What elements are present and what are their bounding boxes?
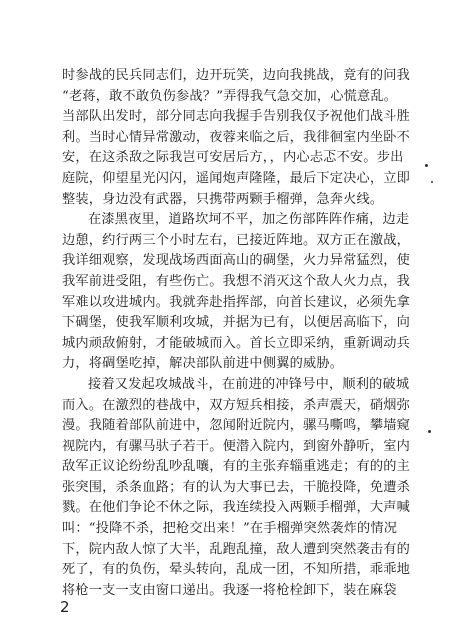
text-line-22: 戮。在他们争论不休之际，我连续投入两颗手榴弹，大声喊 — [62, 500, 411, 516]
text-line-13: 下碉堡，使我军顺利攻城，并据为已有，以便居高临下，向 — [62, 315, 411, 331]
scan-speck — [428, 430, 431, 433]
text-line-14: 城内顽敌俯射，才能破城而入。首长立即采纳，重新调动兵 — [62, 335, 411, 351]
text-line-11: 我军前进受阻，有些伤亡。我想不消灭这个敌人火力点，我 — [62, 273, 411, 289]
text-line-26: 将枪一支一支由窗口递出。我逐一将枪栓卸下，装在麻袋 — [62, 582, 397, 598]
text-line-8: 在漆黑夜里，道路坎坷不平，加之伤部阵阵作痛，边走 — [88, 212, 410, 228]
text-line-3: 当部队出发时，部分同志向我握手告别我仅予祝他们战斗胜 — [62, 109, 411, 125]
text-line-20: 敌军正议论纷纷乱吵乱嚷，有的主张弃辎重逃走；有的的主 — [62, 459, 411, 475]
text-line-1: 时参战的民兵同志们，边开玩笑，边向我挑战，竟有的问我 — [62, 68, 411, 83]
text-line-5: 安，在这杀敌之际我岂可安居后方，，内心忐忑不安。步出 — [62, 150, 404, 166]
text-line-16: 接着又发起攻城战斗，在前进的冲锋号中，顺利的破城 — [88, 376, 410, 392]
text-line-9: 边憩，约行两三个小时左右，已接近阵地。双方正在激战， — [62, 232, 411, 248]
text-line-2: “老蒋，敢不敢负伤参战？”弄得我气急交加，心慌意乱。 — [62, 88, 398, 104]
scan-speck — [425, 164, 428, 167]
text-line-4: 利。当时心情异常激动，夜蓉来临之后，我徘徊室内坐卧不 — [62, 129, 411, 145]
scan-speck — [431, 181, 433, 183]
text-line-18: 漫。我随着部队前进中，忽闻附近院内，骡马嘶鸣，攀墙窥 — [62, 418, 411, 434]
text-line-24: 下，院内敌人惊了大半，乱跑乱撞，敌人遭到突然袭击有的 — [62, 541, 411, 557]
text-line-23: 叫：“投降不杀，把枪交出来！”在手榴弹突然袭炸的情况 — [62, 521, 398, 537]
text-line-19: 视院内，有骡马驮子若干。便潜入院内，到窗外静听，室内 — [62, 438, 411, 454]
text-line-15: 力，将碉堡吃掉，解决部队前进中侧翼的威胁。 — [62, 356, 344, 372]
text-line-10: 我详细观察，发现战场西面高山的碉堡，火力异常猛烈，使 — [62, 253, 411, 269]
text-line-17: 而入。在激烈的巷战中，双方短兵相接，杀声震天，硝烟弥 — [62, 397, 411, 413]
text-line-6: 庭院，仰望星光闪闪，遥闻炮声隆隆，最后下定决心，立即 — [62, 170, 411, 186]
text-line-21: 张突围，杀条血路；有的认为大事已去，干脆投降，免遭杀 — [62, 479, 411, 495]
text-line-12: 军难以攻进城内。我就奔赴指挥部，向首长建议，必须先拿 — [62, 294, 411, 310]
page-number: 2 — [60, 598, 70, 616]
text-line-25: 死了，有的负伤，晕头转向，乱成一团，不知所措，乖乖地 — [62, 562, 411, 578]
text-line-7: 整装，身边没有武器，只携带两颗手榴弹，急奔火线。 — [62, 191, 384, 207]
body-text — [62, 66, 430, 601]
